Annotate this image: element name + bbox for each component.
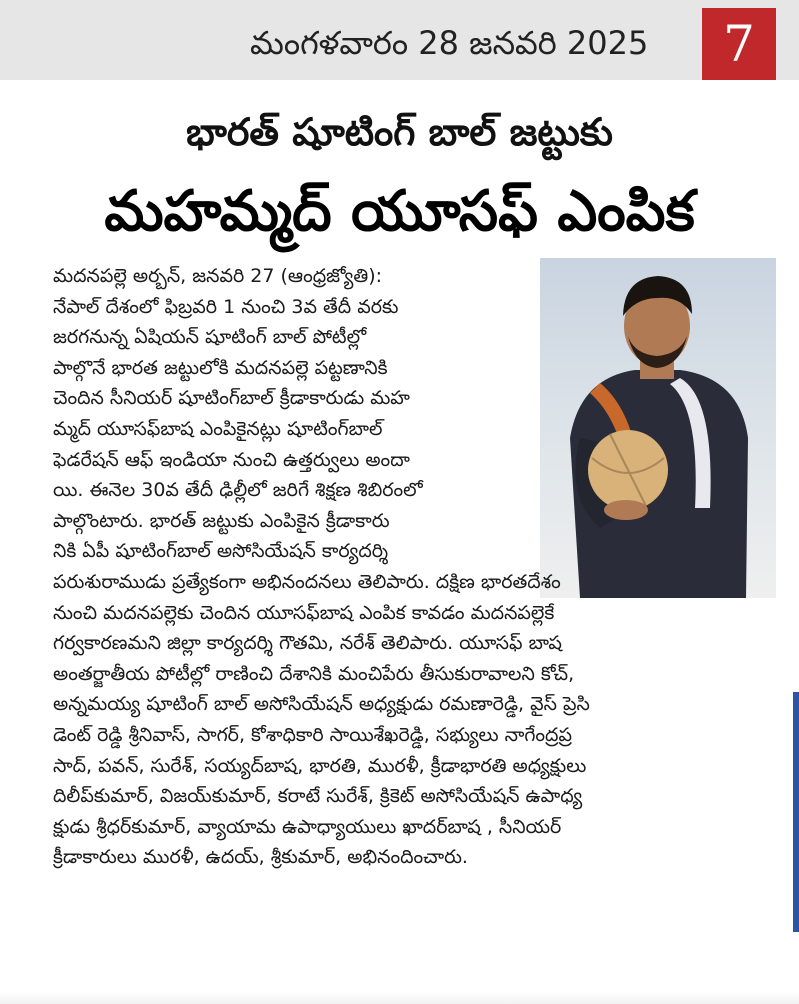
body-line: చెందిన సీనియర్ షూటింగ్‌బాల్ క్రీడాకారుడు మహ [53, 387, 410, 410]
body-line: యి. ఈనెల 30వ తేదీ ఢిల్లీలో జరిగే శిక్షణ శిబిరంలో [53, 479, 423, 502]
body-line: నుంచి మదనపల్లెకు చెందిన యూసఫ్‌బాష ఎంపిక కావడం మదనపల్లెకే [53, 601, 555, 624]
body-line: క్షుడు శ్రీధర్‌కుమార్, వ్యాయామ ఉపాధ్యాయులు ఖాదర్‌బాష , సీనియర్ [53, 815, 562, 838]
page-bottom-edge [0, 992, 799, 1004]
article-headline: మహమ్మద్ యూసఫ్ ఎంపిక [104, 179, 695, 244]
body-line: పాల్గొంటారు. భారత్ జట్టుకు ఎంపికైన క్రీడాకారు [53, 509, 390, 532]
article-body [53, 261, 778, 873]
page-number: 7 [702, 8, 776, 80]
body-line: నికి ఏపీ షూటింగ్‌బాల్ అసోసియేషన్ కార్యదర్శి [53, 540, 389, 563]
body-line: పాల్గొనే భారత జట్టులోకి మదనపల్లె పట్టణానికి [53, 356, 388, 379]
body-line: గర్వకారణమని జిల్లా కార్యదర్శి గౌతమి, నరేశ్ తెలిపారు. యూసఫ్ బాష [53, 632, 562, 655]
article-kicker: భారత్ షూటింగ్ బాల్ జట్టుకు [186, 110, 613, 154]
body-line: దిలీప్‌కుమార్, విజయ్‌కుమార్, కరాటే సురేశ్, క్రికెట్ అసోసియేషన్ ఉపాధ్య [53, 785, 583, 808]
body-line: పరుశురాముడు ప్రత్యేకంగా అభినందనలు తెలిపారు. దక్షిణ భారతదేశం [53, 570, 561, 593]
issue-date: మంగళవారం 28 జనవరి 2025 [250, 24, 649, 62]
body-line: క్రీడాకారులు మురళీ, ఉదయ్, శ్రీకుమార్, అభినందించారు. [53, 846, 468, 869]
body-line: మ్మద్ యూసఫ్‌బాష ఎంపికైనట్లు షూటింగ్‌బాల్ [53, 417, 383, 440]
body-line: జరగనున్న ఏషియన్ షూటింగ్ బాల్ పోటీల్లో [53, 326, 367, 349]
body-line: అన్నమయ్య షూటింగ్ బాల్ అసోసియేషన్ అధ్యక్షుడు రమణారెడ్డి, వైస్ ప్రెసి [53, 693, 590, 716]
body-line: నేపాల్ దేశంలో ఫిబ్రవరి 1 నుంచి 3వ తేదీ వరకు [53, 295, 399, 318]
margin-accent-bar [793, 692, 799, 932]
body-line: సాద్, పవన్, సురేశ్, సయ్యద్‌బాష, భారతి, మురళీ, క్రీడాభారతి అధ్యక్షులు [53, 754, 587, 777]
body-line: డెంట్ రెడ్డి శ్రీనివాస్, సాగర్, కోశాధికారి సాయిశేఖరెడ్డి, సభ్యులు నాగేంద్రప్ర [53, 723, 572, 746]
body-line: అంతర్జాతీయ పోటీల్లో రాణించి దేశానికి మంచిపేరు తీసుకురావాలని కోచ్, [53, 662, 575, 685]
body-line: ఫెడరేషన్ ఆఫ్ ఇండియా నుంచి ఉత్తర్వులు అందా [53, 448, 410, 471]
body-line: మదనపల్లె అర్బన్, జనవరి 27 (ఆంధ్రజ్యోతి): [53, 265, 383, 287]
